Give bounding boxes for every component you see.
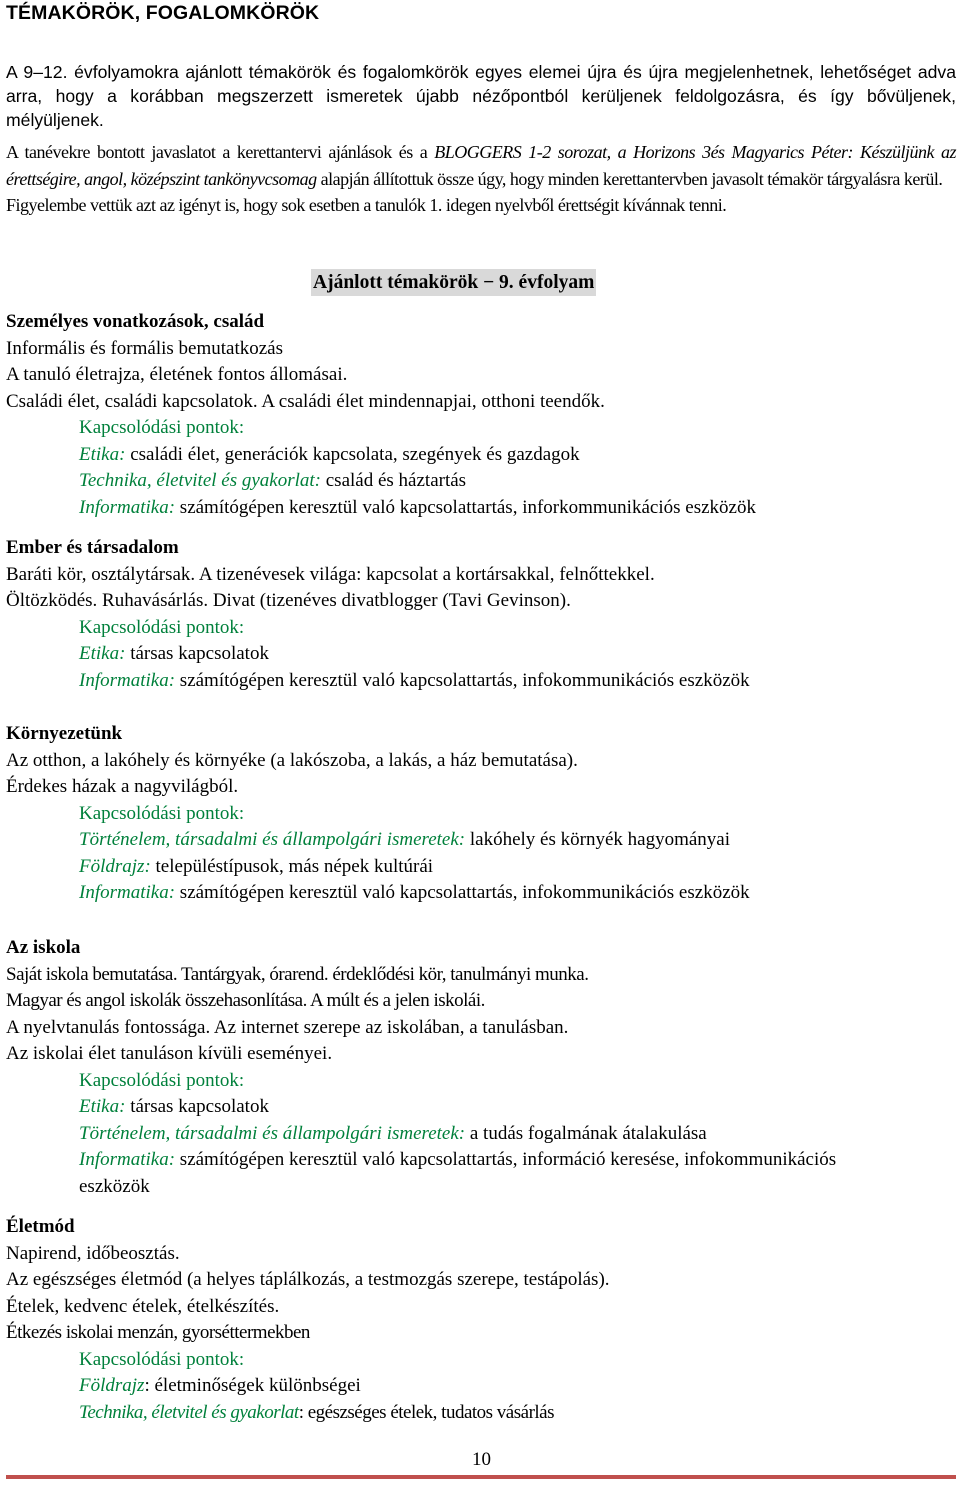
intro-source-b: alapján állítottuk össze úgy, hogy minden kerettantervben javasolt témakör tárgyalásra kerül. [316, 168, 943, 189]
connection-item [6, 495, 956, 522]
connection-item [6, 641, 956, 668]
connection-subject: Etika: [79, 1096, 126, 1117]
connection-text: számítógépen keresztül való kapcsolattartás, infokommunikációs eszközök [175, 669, 750, 691]
topic-line: Az iskolai élet tanuláson kívüli eseményei. [6, 1043, 333, 1064]
section-title: Környezetünk [6, 723, 123, 744]
topic-line: Informális és formális bemutatkozás [6, 337, 284, 359]
footer-divider [6, 1475, 956, 1479]
connection-subject: Földrajz [79, 1375, 145, 1396]
connection-item [6, 1121, 956, 1148]
connection-item [6, 442, 956, 469]
year-heading: Ajánlott témakörök − 9. évfolyam [311, 269, 596, 296]
section-school [6, 935, 956, 1200]
connection-subject: Történelem, társadalmi és állampolgári ismeretek: [79, 1122, 466, 1144]
connection-subject: Technika, életvitel és gyakorlat: [79, 470, 321, 491]
intro-note: Figyelembe vettük azt az igényt is, hogy sok esetben a tanulók 1. idegen nyelvből érettségit kívánnak tenni. [6, 195, 727, 215]
connection-text: : egészséges ételek, tudatos vásárlás [298, 1401, 554, 1423]
intro-source-books: BLOGGERS 1-2 sorozat, a Horizons 3és Magyarics Péter: Készüljünk az érettségire, angol, középszint tankönyvcsomag [6, 142, 956, 189]
connection-text: család és háztartás [321, 470, 467, 491]
topic-line: Ételek, kedvenc ételek, ételkészítés. [6, 1295, 280, 1317]
connection-text: számítógépen keresztül való kapcsolattartás, infokommunikációs eszközök [175, 882, 750, 903]
topic-line: Magyar és angol iskolák összehasonlítása. A múlt és a jelen iskolái. [6, 990, 485, 1011]
connection-subject: Informatika: [79, 496, 176, 518]
intro-paragraph [6, 60, 956, 132]
connections-label: Kapcsolódási pontok: [79, 802, 245, 824]
connection-text: családi élet, generációk kapcsolata, szegények és gazdagok [125, 443, 580, 465]
connection-item [6, 880, 956, 907]
connections-label: Kapcsolódási pontok: [79, 1348, 245, 1370]
connection-text: településtípusok, más népek kultúrái [150, 855, 434, 877]
topic-line: Saját iskola bemutatása. Tantárgyak, órarend. érdeklődési kör, tanulmányi munka. [6, 963, 589, 985]
intro-source-text [6, 139, 956, 192]
connection-text: számítógépen keresztül való kapcsolattartás, információ keresése, infokommunikációs eszközök [79, 1149, 837, 1197]
section-title: Ember és társadalom [6, 537, 179, 558]
topic-line: Napirend, időbeosztás. [6, 1242, 180, 1264]
section-lifestyle [6, 1214, 956, 1426]
intro-text: A 9–12. évfolyamokra ajánlott témakörök és fogalomkörök egyes elemei újra és újra megjelenhetnek, lehetőséget adva arra, hogy a korábban megszerzett ismeretek újabb nézőpontból kerüljenek feldolgozásra, és így bővüljenek, mélyüljenek. [6, 62, 956, 130]
topic-line: A nyelvtanulás fontossága. Az internet szerepe az iskolában, a tanulásban. [6, 1016, 569, 1038]
connections-label: Kapcsolódási pontok: [79, 616, 245, 638]
connection-item [6, 468, 956, 495]
connections-label: Kapcsolódási pontok: [79, 1069, 245, 1091]
section-people-society [6, 535, 956, 694]
topic-line: Családi élet, családi kapcsolatok. A családi élet mindennapjai, otthoni teendők. [6, 390, 605, 412]
connection-text: lakóhely és környék hagyományai [465, 829, 730, 850]
document-title: TÉMAKÖRÖK, FOGALOMKÖRÖK [6, 2, 320, 24]
connection-text: a tudás fogalmának átalakulása [465, 1122, 707, 1144]
connection-subject: Történelem, társadalmi és állampolgári ismeretek: [79, 829, 466, 850]
topic-line: A tanuló életrajza, életének fontos állomásai. [6, 364, 348, 385]
connection-text: számítógépen keresztül való kapcsolattartás, inforkommunikációs eszközök [175, 496, 756, 518]
connection-item [6, 854, 956, 881]
topic-line: Öltözködés. Ruhavásárlás. Divat (tizenéves divatblogger (Tavi Gevinson). [6, 590, 571, 611]
connection-item [6, 1147, 839, 1200]
connection-text: társas kapcsolatok [125, 1096, 269, 1117]
topic-line: Étkezés iskolai menzán, gyorséttermekben [6, 1322, 310, 1343]
connection-subject: Etika: [79, 443, 126, 465]
connection-item [6, 668, 956, 695]
connection-item [6, 1400, 956, 1427]
topic-line: Érdekes házak a nagyvilágból. [6, 776, 239, 797]
section-environment [6, 721, 956, 907]
topic-line: Az egészséges életmód (a helyes táplálkozás, a testmozgás szerepe, testápolás). [6, 1269, 610, 1290]
connection-subject: Informatika: [79, 1149, 176, 1170]
intro-details [6, 139, 956, 219]
connection-subject: Etika: [79, 643, 126, 664]
section-personal-family [6, 309, 956, 521]
page-number: 10 [472, 1449, 491, 1470]
connection-subject: Technika, életvitel és gyakorlat [79, 1401, 299, 1423]
topic-line: Az otthon, a lakóhely és környéke (a lakószoba, a lakás, a ház bemutatása). [6, 749, 578, 771]
section-title: Az iskola [6, 937, 81, 958]
connection-item [6, 1373, 956, 1400]
connections-label: Kapcsolódási pontok: [79, 417, 245, 438]
connection-item [6, 1094, 956, 1121]
connection-subject: Informatika: [79, 669, 176, 691]
section-title: Életmód [6, 1216, 75, 1237]
connection-subject: Informatika: [79, 882, 176, 903]
connection-item [6, 827, 956, 854]
connection-text: : életminőségek különbségei [144, 1375, 361, 1396]
section-title: Személyes vonatkozások, család [6, 311, 265, 332]
connection-subject: Földrajz: [79, 855, 151, 877]
intro-source-a: A tanévekre bontott javaslatot a kerettantervi ajánlások és a [6, 142, 435, 162]
connection-text: társas kapcsolatok [125, 643, 269, 664]
topic-line: Baráti kör, osztálytársak. A tizenévesek világa: kapcsolat a kortársakkal, felnőttekkel. [6, 563, 655, 585]
